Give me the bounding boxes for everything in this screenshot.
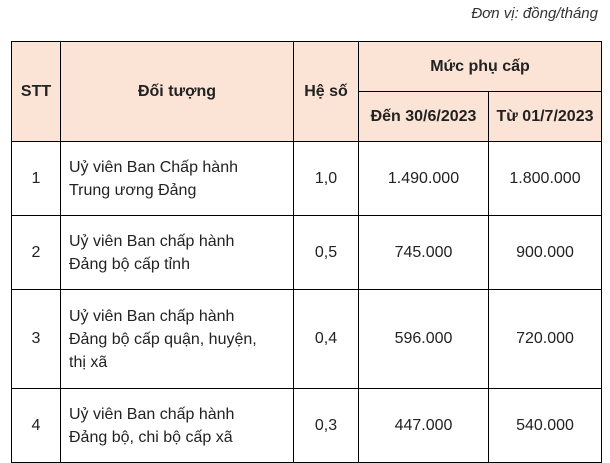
header-object: Đối tượng [61,42,294,142]
header-allowance: Mức phụ cấp [359,42,602,92]
from-amount-cell: 540.000 [489,389,602,463]
until-amount-cell: 447.000 [359,389,489,463]
coefficient-cell: 0,3 [294,389,359,463]
allowance-table [11,41,602,463]
until-amount-cell: 596.000 [359,290,489,389]
object-cell [61,216,294,290]
object-line: Đảng bộ cấp tỉnh [69,255,190,273]
header-from-date: Từ 01/7/2023 [489,92,602,142]
object-line: Đảng bộ cấp quận, huyện, [69,330,257,348]
object-cell [61,389,294,463]
object-line: Trung ương Đảng [69,181,197,199]
stt-cell: 4 [12,389,61,463]
object-cell [61,290,294,389]
unit-note: Đơn vị: đồng/tháng [471,5,598,22]
header-coefficient: Hệ số [294,42,359,142]
table-row [12,142,602,216]
table-row [12,216,602,290]
table-row [12,290,602,389]
object-line: Uỷ viên Ban chấp hành [69,405,235,423]
until-amount-cell: 1.490.000 [359,142,489,216]
object-line: Uỷ viên Ban Chấp hành [69,158,238,176]
object-line: Uỷ viên Ban chấp hành [69,307,235,325]
stt-cell: 1 [12,142,61,216]
object-line: Uỷ viên Ban chấp hành [69,232,235,250]
table-row [12,389,602,463]
coefficient-cell: 0,5 [294,216,359,290]
coefficient-cell: 1,0 [294,142,359,216]
header-stt: STT [12,42,61,142]
until-amount-cell: 745.000 [359,216,489,290]
stt-cell: 2 [12,216,61,290]
stt-cell: 3 [12,290,61,389]
object-line: thị xã [69,353,108,371]
object-line: Đảng bộ, chi bộ cấp xã [69,428,233,446]
from-amount-cell: 720.000 [489,290,602,389]
from-amount-cell: 1.800.000 [489,142,602,216]
object-cell [61,142,294,216]
header-until-date: Đến 30/6/2023 [359,92,489,142]
header-row-1 [12,42,602,92]
from-amount-cell: 900.000 [489,216,602,290]
coefficient-cell: 0,4 [294,290,359,389]
